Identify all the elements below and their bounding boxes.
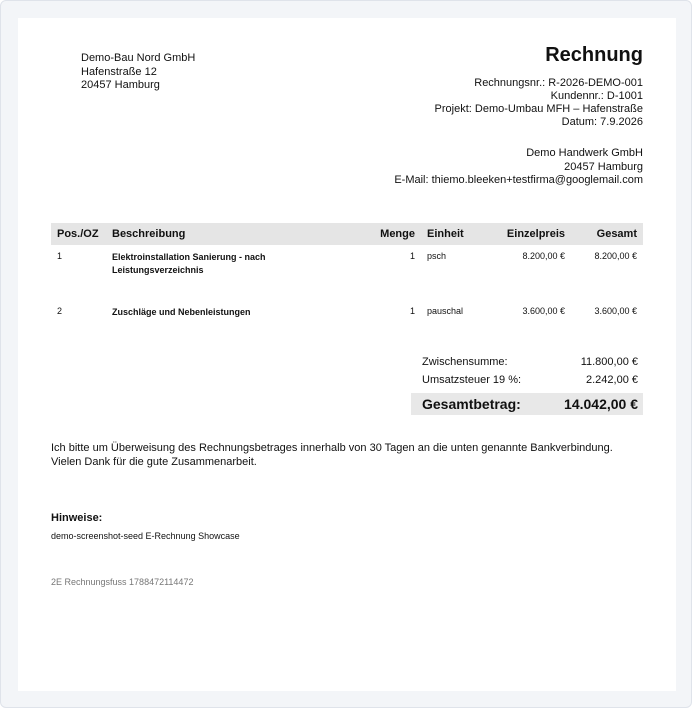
cell-description: Elektroinstallation Sanierung - nach Leistungsverzeichnis — [112, 252, 266, 275]
column-header-description: Beschreibung — [106, 223, 364, 245]
invoice-date: Datum: 7.9.2026 — [561, 116, 643, 128]
column-header-unit: Einheit — [421, 223, 491, 245]
cell-unit-price: 3.600,00 € — [522, 306, 565, 316]
column-header-total: Gesamt — [571, 223, 643, 245]
table-row — [51, 245, 643, 300]
subtotal-label: Zwischensumme: — [422, 356, 508, 368]
grand-total-row — [411, 393, 643, 415]
invoice-page — [18, 18, 676, 691]
recipient-address — [394, 147, 643, 188]
cell-quantity: 1 — [409, 251, 415, 261]
notes-heading: Hinweise: — [51, 512, 103, 524]
closing-text — [51, 442, 651, 469]
cell-quantity: 1 — [409, 306, 415, 316]
grand-total-label: Gesamtbetrag: — [422, 396, 521, 412]
totals-block — [411, 353, 643, 415]
project-name: Projekt: Demo-Umbau MFH – Hafenstraße — [434, 103, 643, 115]
table-row — [51, 300, 643, 326]
tax-row — [411, 371, 643, 389]
invoice-number: Rechnungsnr.: R-2026-DEMO-001 — [474, 77, 643, 89]
recipient-city: 20457 Hamburg — [564, 160, 643, 173]
column-header-quantity: Menge — [364, 223, 421, 245]
sender-address — [81, 52, 195, 93]
column-header-unit-price: Einzelpreis — [491, 223, 571, 245]
cell-total: 3.600,00 € — [594, 306, 637, 316]
cell-unit: pauschal — [427, 306, 464, 316]
cell-total: 8.200,00 € — [594, 251, 637, 261]
line-items-table — [51, 223, 643, 326]
cell-position: 2 — [57, 306, 63, 316]
sender-name: Demo-Bau Nord GmbH — [81, 52, 196, 64]
subtotal-value: 11.800,00 € — [580, 356, 638, 368]
sender-city: 20457 Hamburg — [81, 79, 160, 91]
invoice-meta — [435, 77, 643, 129]
grand-total-value: 14.042,00 € — [564, 396, 638, 412]
customer-number: Kundennr.: D-1001 — [550, 90, 643, 102]
subtotal-row — [411, 353, 643, 371]
cell-unit: psch — [427, 251, 447, 261]
notes-text: demo-screenshot-seed E-Rechnung Showcase — [51, 531, 240, 541]
recipient-name: Demo Handwerk GmbH — [526, 147, 643, 159]
column-header-position: Pos./OZ — [51, 223, 106, 245]
cell-description: Zuschläge und Nebenleistungen — [112, 307, 251, 317]
thank-you-line: Vielen Dank für die gute Zusammenarbeit. — [51, 455, 257, 468]
payment-request: Ich bitte um Überweisung des Rechnungsbetrages innerhalb von 30 Tagen an die unten genannte Bankverbindung. — [51, 442, 613, 454]
cell-unit-price: 8.200,00 € — [522, 251, 565, 261]
sender-street: Hafenstraße 12 — [81, 65, 157, 78]
tax-label: Umsatzsteuer 19 %: — [422, 374, 522, 386]
invoice-title: Rechnung — [545, 44, 643, 66]
tax-value: 2.242,00 € — [586, 374, 638, 386]
invoice-footer: 2E Rechnungsfuss 1788472114472 — [51, 577, 194, 587]
cell-position: 1 — [57, 251, 63, 261]
recipient-email: E-Mail: thiemo.bleeken+testfirma@googlemail.com — [394, 174, 643, 186]
table-header-row — [51, 223, 643, 245]
